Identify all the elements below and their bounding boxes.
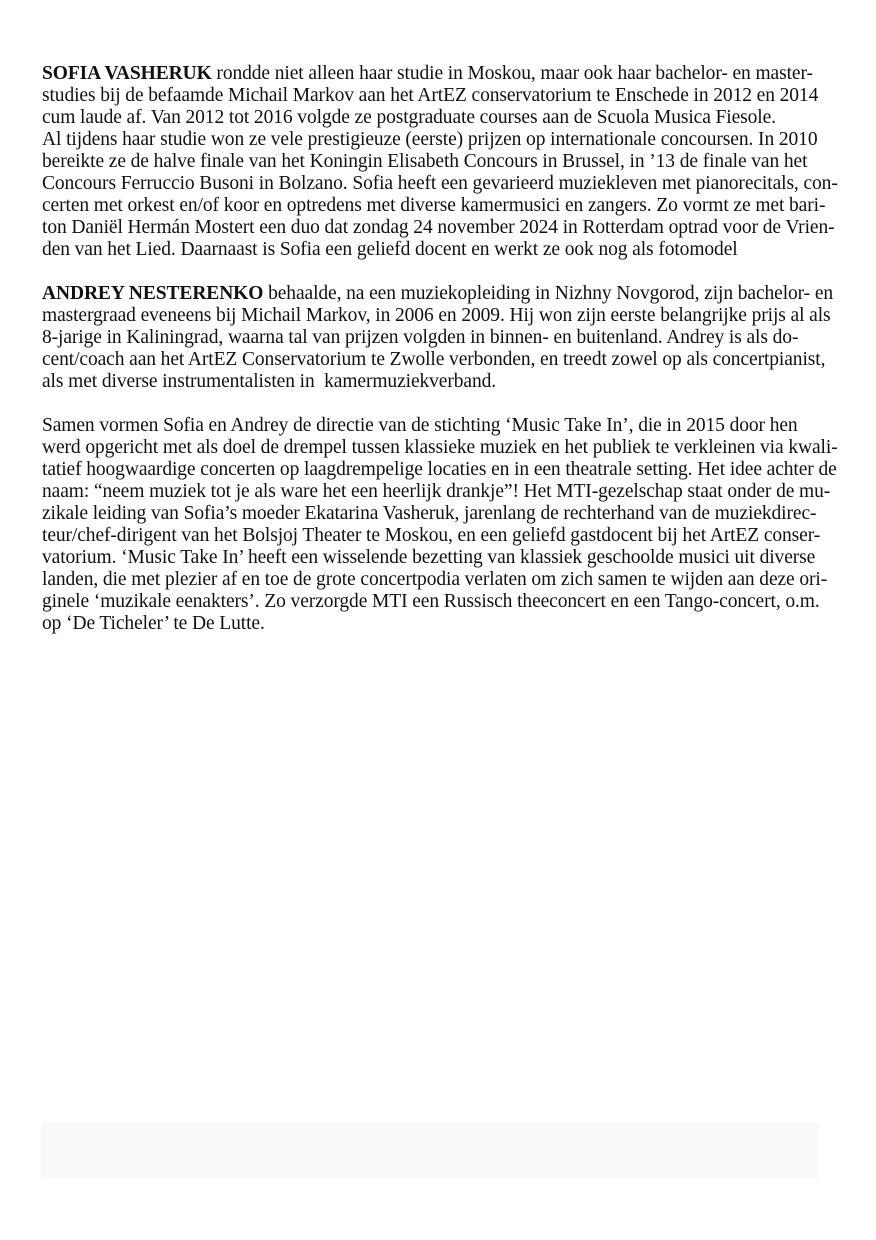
text-segment: mastergraad eveneens bij Michail Markov, in 2006 en 2009. Hij won zijn eerste belangrijke prijs al als xyxy=(42,305,831,326)
text-line xyxy=(42,437,842,459)
text-segment: Concours Ferruccio Busoni in Bolzano. Sofia heeft een gevarieerd muziekleven met pianorecitals, con- xyxy=(42,173,838,194)
paragraph xyxy=(42,415,842,635)
text-line xyxy=(42,591,842,613)
text-segment: naam: “neem muziek tot je als ware het een heerlijk drankje”! Het MTI-gezelschap staat onder de mu- xyxy=(42,481,831,502)
text-line xyxy=(42,63,842,85)
text-segment: ginele ‘muzikale eenakters’. Zo verzorgde MTI een Russisch theeconcert en een Tango-concert, o.m. xyxy=(42,591,820,612)
text-segment: op ‘De Ticheler’ te De Lutte. xyxy=(42,613,265,634)
text-line xyxy=(42,349,842,371)
text-line xyxy=(42,459,842,481)
text-segment: teur/chef-dirigent van het Bolsjoj Theater te Moskou, en een geliefd gastdocent bij het ArtEZ conser- xyxy=(42,525,821,546)
text-segment: als met diverse instrumentalisten in kamermuziekverband. xyxy=(42,371,497,392)
text-segment: studies bij de befaamde Michail Markov aan het ArtEZ conservatorium te Enschede in 2012 en 2014 xyxy=(42,85,819,106)
text-segment: cum laude af. Van 2012 tot 2016 volgde ze postgraduate courses aan de Scuola Musica Fiesole. xyxy=(42,107,776,128)
text-segment: rondde niet alleen haar studie in Moskou, maar ook haar bachelor- en master- xyxy=(211,63,813,84)
text-segment: Samen vormen Sofia en Andrey de directie van de stichting ‘Music Take In’, die in 2015 door hen xyxy=(42,415,798,436)
text-line xyxy=(42,371,842,393)
text-segment: certen met orkest en/of koor en optredens met diverse kamermusici en zangers. Zo vormt ze met bari- xyxy=(42,195,826,216)
text-line xyxy=(42,151,842,173)
text-segment: werd opgericht met als doel de drempel tussen klassieke muziek en het publiek te verkleinen via kwali- xyxy=(42,437,838,458)
text-line xyxy=(42,569,842,591)
text-segment: ton Daniël Hermán Mostert een duo dat zondag 24 november 2024 in Rotterdam optrad voor de Vrien- xyxy=(42,217,835,238)
text-line xyxy=(42,547,842,569)
text-line xyxy=(42,173,842,195)
paragraph xyxy=(42,63,842,261)
text-line xyxy=(42,107,842,129)
paragraph xyxy=(42,283,842,393)
text-segment: 8-jarige in Kaliningrad, waarna tal van prijzen volgden in binnen- en buitenland. Andrey is als do- xyxy=(42,327,799,348)
text-segment: bereikte ze de halve finale van het Koningin Elisabeth Concours in Brussel, in ’13 de finale van het xyxy=(42,151,808,172)
text-segment: zikale leiding van Sofia’s moeder Ekatarina Vasheruk, jarenlang de rechterhand van de muziekdirec- xyxy=(42,503,817,524)
text-line xyxy=(42,503,842,525)
text-line xyxy=(42,239,842,261)
text-line xyxy=(42,481,842,503)
text-segment: tatief hoogwaardige concerten op laagdrempelige locaties en in een theatrale setting. Het idee achter de xyxy=(42,459,837,480)
text-line xyxy=(42,415,842,437)
text-line xyxy=(42,283,842,305)
text-segment: vatorium. ‘Music Take In’ heeft een wisselende bezetting van klassiek geschoolde musici uit diverse xyxy=(42,547,816,568)
text-segment: cent/coach aan het ArtEZ Conservatorium te Zwolle verbonden, en treedt zowel op als concertpianist, xyxy=(42,349,826,370)
text-line xyxy=(42,129,842,151)
person-name: ANDREY NESTERENKO xyxy=(42,283,264,304)
text-line xyxy=(42,613,842,635)
text-segment: landen, die met plezier af en toe de grote concertpodia verlaten om zich samen te wijden aan deze ori- xyxy=(42,569,828,590)
text-line xyxy=(42,305,842,327)
text-line xyxy=(42,525,842,547)
text-line xyxy=(42,195,842,217)
text-segment: den van het Lied. Daarnaast is Sofia een geliefd docent en werkt ze ook nog als fotomodel xyxy=(42,239,738,260)
text-line xyxy=(42,327,842,349)
person-name: SOFIA VASHERUK xyxy=(42,63,212,84)
text-line xyxy=(42,85,842,107)
text-segment: Al tijdens haar studie won ze vele prestigieuze (eerste) prijzen op internationale concoursen. In 2010 xyxy=(42,129,818,150)
text-line xyxy=(42,217,842,239)
footer-placeholder-panel xyxy=(41,1123,819,1179)
text-segment: behaalde, na een muziekopleiding in Nizhny Novgorod, zijn bachelor- en xyxy=(263,283,834,304)
document-body xyxy=(42,63,842,657)
